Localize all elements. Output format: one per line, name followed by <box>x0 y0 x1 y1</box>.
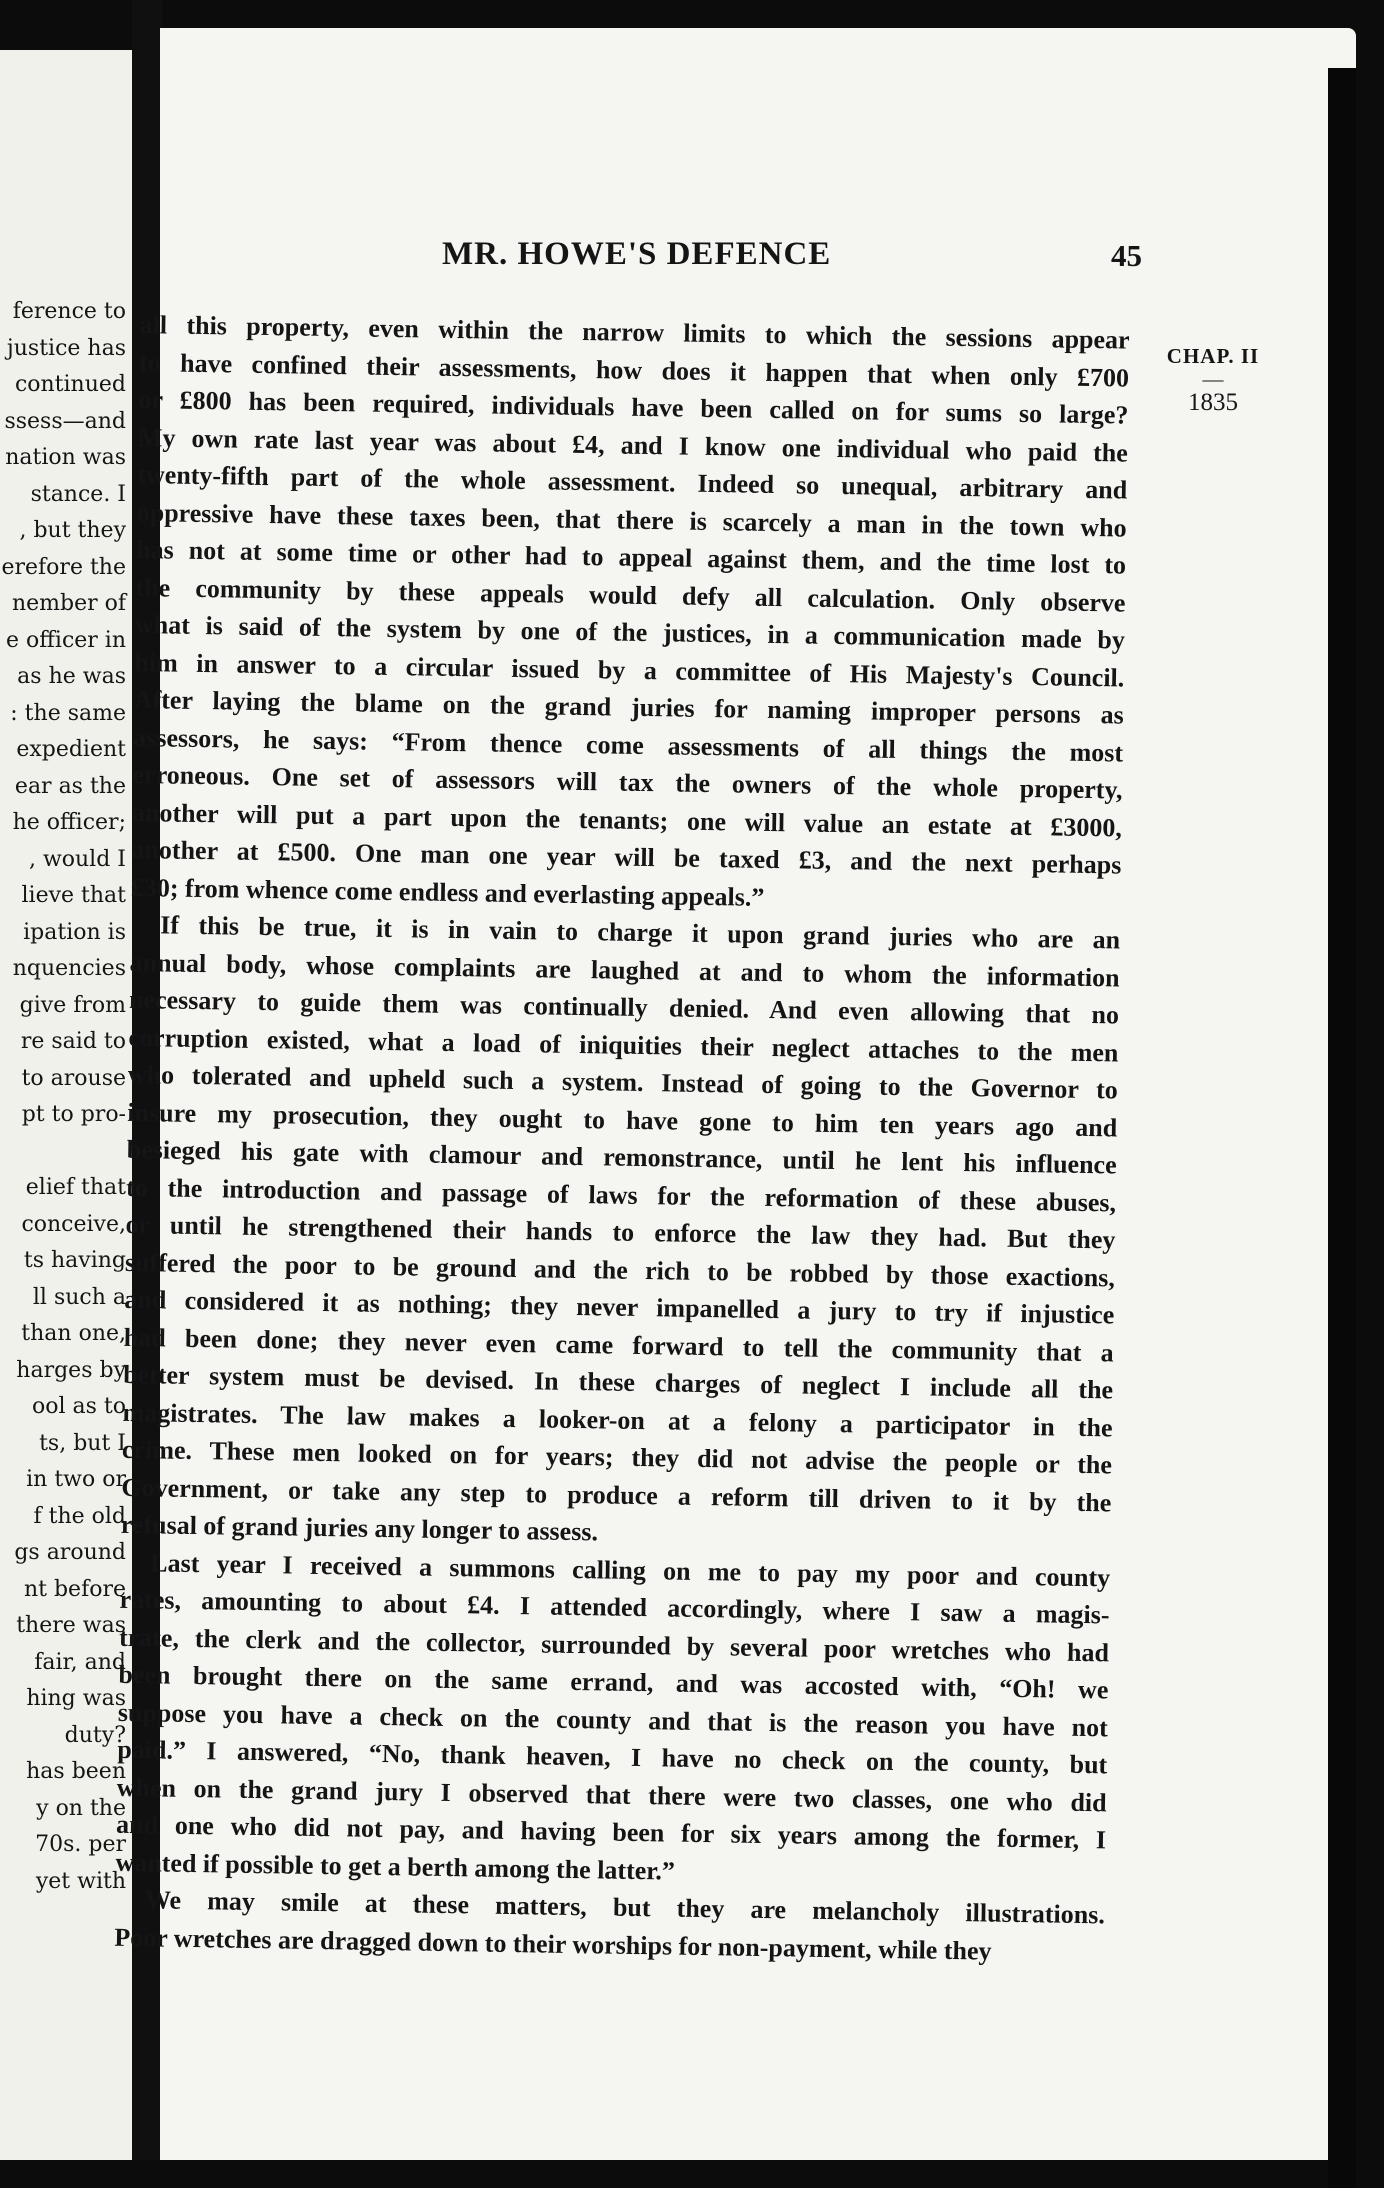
page-number: 45 <box>1111 238 1142 273</box>
text-line: £30; from whence come endless and everlasting appeals.” <box>130 872 765 912</box>
text-line: has not at some time or other had to appeal against them, and the time lost to <box>135 534 1127 580</box>
text-line: who tolerated and upheld such a system. Instead of going to the Governor to <box>127 1059 1119 1105</box>
previous-page-line: yet with <box>35 1868 126 1894</box>
previous-page-line: justice has <box>6 335 126 361</box>
text-line: another at £500. One man one year will be taxed £3, and the next perhaps <box>131 834 1122 880</box>
previous-page-line: continued <box>14 372 126 397</box>
previous-page-line: he officer; <box>12 810 126 835</box>
text-line: crime. These men looked on for years; they did not advise the people or the <box>121 1434 1113 1480</box>
text-line: insure my prosecution, they ought to have gone to him ten years ago and <box>127 1097 1118 1142</box>
paragraph <box>114 1881 1105 1972</box>
text-line: If this be true, it is in vain to charge it upon grand juries who are an <box>160 910 1121 955</box>
previous-page-line: ference to <box>12 299 126 324</box>
text-line: magistrates. The law makes a looker-on at a felony a participator in the <box>122 1397 1113 1442</box>
body-text <box>114 306 1130 1971</box>
previous-page-line: gs around <box>14 1540 126 1565</box>
text-line: been brought there on the same errand, and was accosted with, “Oh! we <box>118 1659 1109 1705</box>
paragraph <box>121 906 1121 1559</box>
previous-page-line: erefore the <box>1 554 126 580</box>
paragraph <box>115 1543 1110 1896</box>
text-line: oppressive have these taxes been, that there is scarcely a man in the town who <box>136 497 1127 543</box>
text-line: to have confined their assessments, how does it happen that when only £700 <box>138 347 1130 393</box>
previous-page-line: nt before <box>23 1576 126 1602</box>
page-header <box>282 236 1142 276</box>
text-line: the community by these appeals would defy all calculation. Only observe <box>135 572 1126 618</box>
previous-page <box>0 50 132 2160</box>
paragraph <box>131 306 1130 921</box>
text-line: necessary to guide them was continually denied. And even allowing that no <box>128 984 1120 1030</box>
text-line: another will put a part upon the tenants; one will value an estate at £3000, <box>131 797 1123 842</box>
text-line: him in answer to a circular issued by a committee of His Majesty's Council. <box>134 647 1125 693</box>
previous-page-line: duty? <box>64 1722 126 1748</box>
text-line: We may smile at these matters, but they are melancholy illustrations. <box>144 1885 1106 1930</box>
previous-page-line: re said to <box>20 1029 126 1054</box>
previous-page-line: ts, but I <box>39 1430 126 1456</box>
text-line: rates, amounting to about £4. I attended accordingly, where I saw a magis- <box>119 1584 1110 1630</box>
previous-page-line: lieve that <box>21 883 126 908</box>
previous-page-line: nember of <box>11 591 126 616</box>
previous-page-line: in two or <box>26 1467 126 1492</box>
text-line: assessors, he says: “From thence come assessments of all things the most <box>133 722 1124 767</box>
text-line: Government, or take any step to produce a reform till driven to it by the <box>121 1472 1112 1517</box>
previous-page-line: , but they <box>19 518 126 543</box>
text-line: what is said of the system by one of the justices, in a communication made by <box>134 609 1126 655</box>
text-line: had been done; they never even came forward to tell the community that a <box>123 1322 1114 1367</box>
previous-page-line: 70s. per <box>35 1832 126 1857</box>
previous-page-line: ts having <box>23 1248 126 1273</box>
page-edge-shadow <box>1328 68 1356 2188</box>
previous-page-line: ssess—and <box>4 408 126 434</box>
previous-page-line: , would I <box>28 846 126 872</box>
previous-page-line: there was <box>16 1613 126 1638</box>
previous-page-line: nquencies <box>12 956 126 981</box>
margin-dash: — <box>1202 367 1224 391</box>
previous-page-line: ool as to <box>31 1394 126 1419</box>
text-line: refusal of grand juries any longer to assess. <box>120 1509 599 1547</box>
text-line: and one who did not pay, and having been for six years among the former, I <box>115 1809 1107 1855</box>
text-line: trate, the clerk and the collector, surrounded by several poor wretches who had <box>118 1622 1110 1667</box>
text-line: annual body, whose complaints are laughed at and to whom the information <box>129 947 1120 992</box>
previous-page-line: y on the <box>36 1795 126 1821</box>
text-line: corruption existed, what a load of iniquities their neglect attaches to the men <box>128 1022 1119 1067</box>
text-line: when on the grand jury I observed that there were two classes, one who did <box>116 1772 1107 1817</box>
previous-page-line: stance. I <box>30 481 126 507</box>
previous-page-line: ear as the <box>14 773 126 799</box>
previous-page-line: nation was <box>5 445 126 470</box>
text-line: suffered the poor to be ground and the rich to be robbed by those exactions, <box>124 1247 1116 1292</box>
text-line: erroneous. One set of assessors will tax the owners of the whole property, <box>132 759 1123 805</box>
margin-year: 1835 <box>1188 389 1238 416</box>
text-line: all this property, even within the narrow limits to which the sessions appear <box>139 309 1130 355</box>
previous-page-line: conceive, <box>21 1211 126 1237</box>
text-line: or until he strengthened their hands to enforce the law they had. But they <box>125 1209 1116 1255</box>
text-line: wanted if possible to get a berth among the latter.” <box>115 1847 676 1886</box>
previous-page-line: pt to pro- <box>21 1102 126 1127</box>
previous-page-line: : the same <box>10 700 126 726</box>
previous-page-line: elief that <box>25 1175 126 1200</box>
text-line: paid.” I answered, “No, thank heaven, I have no check on the county, but <box>117 1734 1108 1780</box>
running-head: MR. HOWE'S DEFENCE <box>442 236 832 272</box>
previous-page-line: than one, <box>21 1321 126 1346</box>
previous-page-line: f the old <box>33 1503 126 1529</box>
previous-page-line: hing was <box>26 1686 126 1711</box>
text-line: to the introduction and passage of laws for the reformation of these abuses, <box>125 1172 1117 1217</box>
chapter-label: CHAP. II <box>1166 344 1260 368</box>
previous-page-text <box>0 294 126 1900</box>
previous-page-line: give from <box>19 992 126 1018</box>
text-line: Poor wretches are dragged down to their worships for non-payment, while they <box>114 1922 992 1966</box>
text-line: better system must be devised. In these charges of neglect I include all the <box>122 1359 1114 1405</box>
previous-page-line: expedient <box>16 737 126 762</box>
text-line: After laying the blame on the grand juries for naming improper persons as <box>133 684 1124 730</box>
text-line: besieged his gate with clamour and remonstrance, until he lent his influence <box>126 1134 1117 1180</box>
text-line: My own rate last year was about £4, and I know one individual who paid the <box>137 422 1129 468</box>
previous-page-line: harges by <box>16 1357 126 1383</box>
previous-page-line: ll such a <box>32 1284 126 1310</box>
margin-note <box>1158 344 1268 417</box>
previous-page-line: ipation is <box>23 919 126 945</box>
text-line: and considered it as nothing; they never impanelled a jury to try if injustice <box>124 1284 1115 1330</box>
previous-page-line: has been <box>26 1759 126 1784</box>
previous-page-line: as he was <box>17 664 126 689</box>
previous-page-line: to arouse <box>21 1065 126 1091</box>
text-line: or £800 has been required, individuals have been called on for sums so large? <box>138 384 1129 430</box>
text-line: twenty-fifth part of the whole assessment. Indeed so unequal, arbitrary and <box>137 459 1128 505</box>
previous-page-line <box>0 1134 126 1171</box>
previous-page-line: fair, and <box>34 1649 126 1675</box>
previous-page-line: e officer in <box>6 627 126 653</box>
text-line: Last year I received a summons calling on me to pay my poor and county <box>150 1547 1111 1592</box>
text-line: suppose you have a check on the county and that is the reason you have not <box>117 1697 1109 1742</box>
